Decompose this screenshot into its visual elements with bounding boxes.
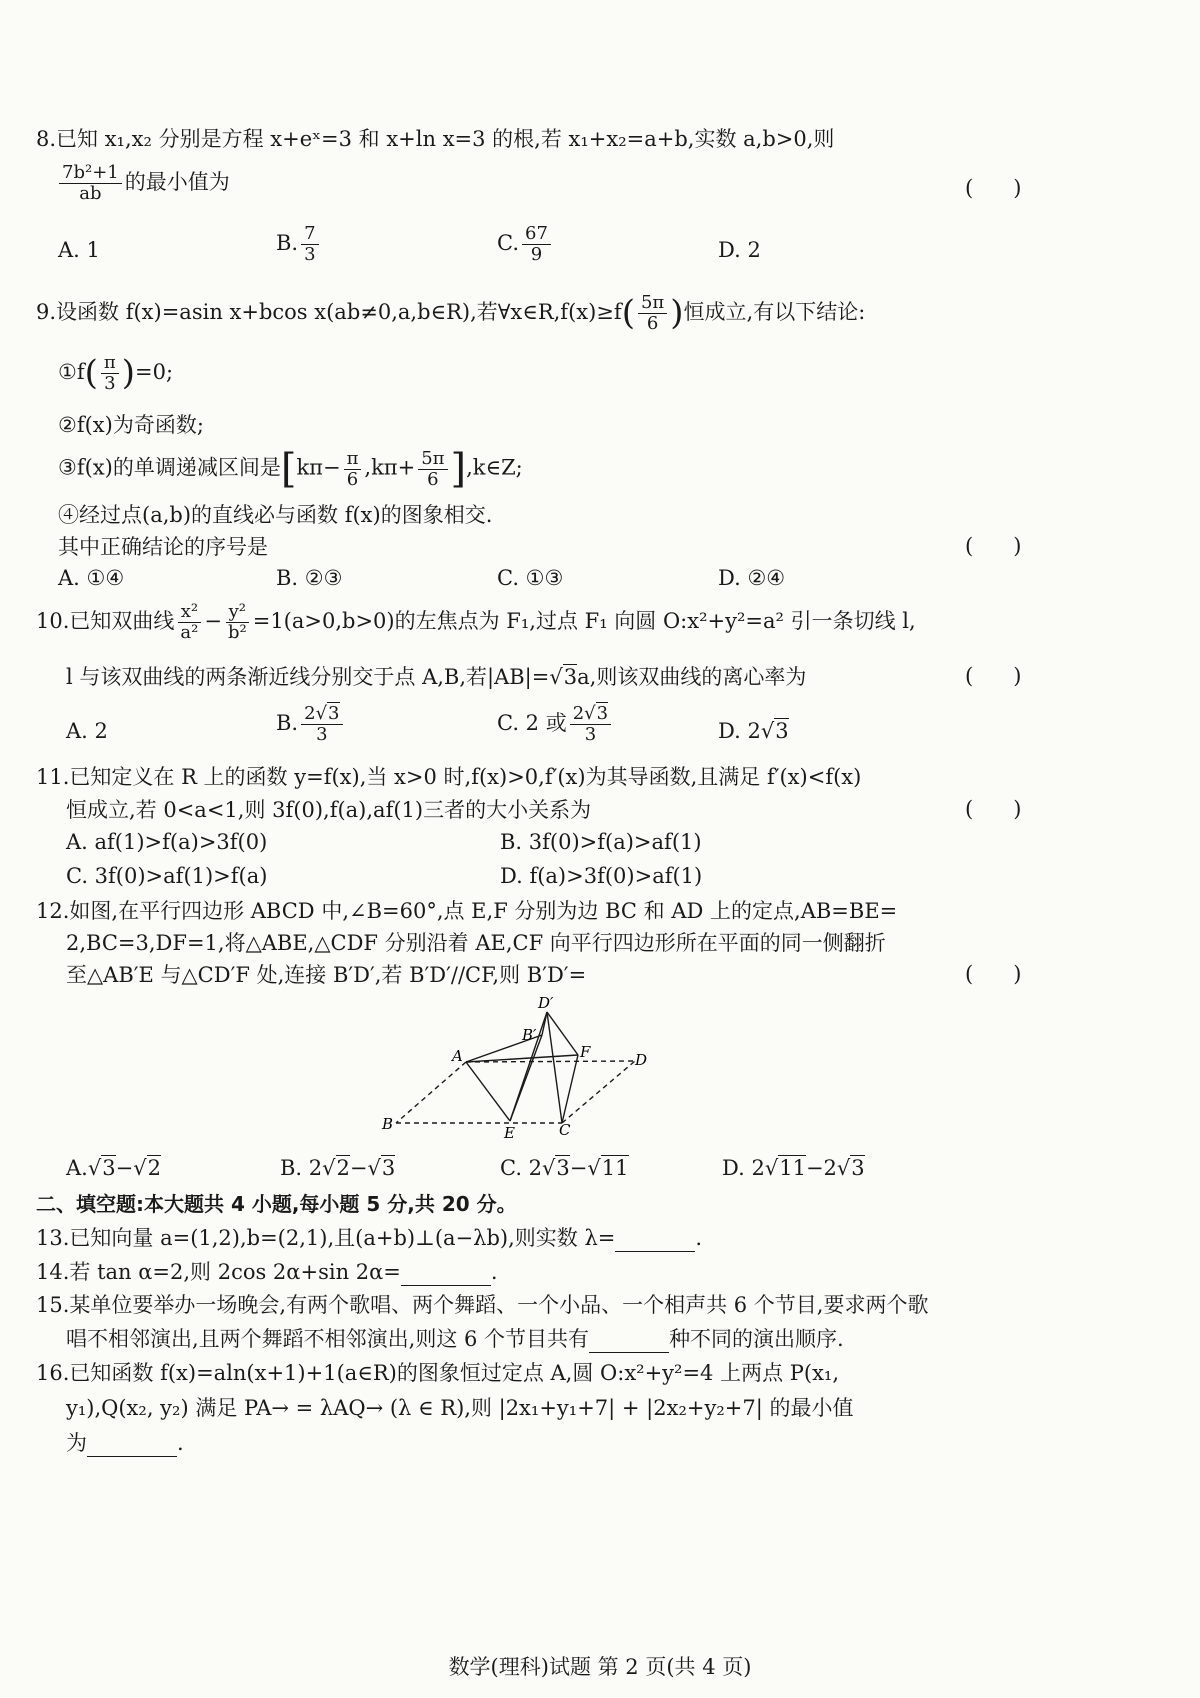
label-A: A [452, 1047, 463, 1065]
q12-option-d: D. 2√11−2√3 [722, 1156, 865, 1180]
q16-stem: 16.已知函数 f(x)=aln(x+1)+1(a∈R)的图象恒过定点 A,圆 O:x²+y²=4 上两点 P(x₁, [36, 1361, 840, 1385]
q10-option-c: C. 2 或 $\frac{2√3}{3}$ [497, 704, 614, 745]
label-F: F [580, 1043, 591, 1061]
q9-item-1: ①f( $\frac{\pi}{3}$ )=0; [58, 351, 174, 394]
q12-stem-3: 至△AB′E 与△CD′F 处,连接 B′D′,若 B′D′//CF,则 B′D′= [66, 963, 587, 987]
edge-FC [562, 1055, 578, 1123]
q9-stem: 9.设函数 f(x)=asin x+bcos x(ab≠0,a,b∈R),若∀x∈R,f(x)≥f( $\frac{5\pi}{6}$ )恒成立,有以下结论: [36, 291, 866, 334]
q9-item-4: ④经过点(a,b)的直线必与函数 f(x)的图象相交. [58, 503, 493, 527]
q11-stem-2: 恒成立,若 0<a<1,则 3f(0),f(a),af(1)三者的大小关系为 [66, 798, 592, 822]
q9-option-c: C. ①③ [497, 566, 564, 590]
edge-AD [466, 1061, 635, 1062]
section-2-heading: 二、填空题:本大题共 4 小题,每小题 5 分,共 20 分。 [36, 1192, 517, 1216]
q16-blank [87, 1430, 177, 1457]
q16-stem-2: y₁),Q(x₂, y₂) 满足 PA→ = λAQ→ (λ ∈ R),则 |2x₁+y₁+7| + |2x₂+y₂+7| 的最小值 [66, 1396, 854, 1420]
q10-option-d: D. 2√3 [718, 719, 789, 743]
q10-stem-2: l 与该双曲线的两条渐近线分别交于点 A,B,若|AB|=√3a,则该双曲线的离心率为 [66, 665, 807, 689]
q8-option-d: D. 2 [718, 238, 761, 262]
q13-blank [615, 1225, 695, 1252]
q16-stem-3: 为 . [66, 1430, 184, 1457]
q12-option-c: C. 2√3−√11 [500, 1156, 629, 1180]
q12-answer-bracket: ( ) [965, 962, 1022, 986]
q9-option-b: B. ②③ [276, 566, 343, 590]
q12-stem: 12.如图,在平行四边形 ABCD 中,∠B=60°,点 E,F 分别为边 BC 和 AD 上的定点,AB=BE= [36, 899, 898, 923]
q11-stem: 11.已知定义在 R 上的函数 y=f(x),当 x>0 时,f(x)>0,f′(x)为其导函数,且满足 f′(x)<f(x) [36, 765, 862, 789]
q9-item-2: ②f(x)为奇函数; [58, 413, 204, 437]
label-D1: D′ [538, 995, 554, 1012]
label-D: D [635, 1051, 648, 1069]
q8-option-b: B. $\frac{7}{3}$ [276, 224, 322, 265]
q8-stem-2: $\frac{\text{7b²+1}}{ab}$ 的最小值为 [56, 163, 230, 204]
q8-option-c: C. $\frac{67}{9}$ [497, 224, 554, 265]
q10-stem: 10.已知双曲线 $\frac{\text{x²}}{\text{a²}}$ − $\frac{\text{y²}}{\text{b²}}$ =1(a>0,b>0)的左焦点为 F₁,过点 F₁ 向圆 O:x²+y²=a² 引一条切线 l, [36, 601, 916, 643]
label-B: B [382, 1115, 394, 1133]
edge-AE [466, 1062, 510, 1121]
q15-stem: 15.某单位要举办一场晚会,有两个歌唱、两个舞蹈、一个小品、一个相声共 6 个节目,要求两个歌 [36, 1293, 929, 1317]
q9-option-d: D. ②④ [718, 566, 786, 590]
q9-ask: 其中正确结论的序号是 [58, 535, 268, 559]
q11-option-b: B. 3f(0)>f(a)>af(1) [500, 830, 702, 854]
edge-AB [396, 1062, 466, 1123]
q8-option-a: A. 1 [58, 238, 100, 262]
q9-item-3: ③f(x)的单调递减区间是[kπ− $\frac{\pi}{6}$ ,kπ+ $\frac{5\pi}{6}$ ],k∈Z; [58, 446, 523, 492]
q10-answer-bracket: ( ) [965, 664, 1022, 688]
q14-blank [401, 1259, 491, 1286]
q8-stem: 8.已知 x₁,x₂ 分别是方程 x+eˣ=3 和 x+ln x=3 的根,若 x₁+x₂=a+b,实数 a,b>0,则 [36, 127, 835, 151]
q10-option-a: A. 2 [66, 719, 108, 743]
q9-option-a: A. ①④ [58, 566, 125, 590]
q12-option-b: B. 2√2−√3 [280, 1156, 396, 1180]
q10-option-b: B. $\frac{2√3}{3}$ [276, 704, 346, 745]
edge-CD [562, 1061, 635, 1123]
label-E: E [504, 1124, 515, 1142]
q9-answer-bracket: ( ) [965, 534, 1022, 558]
q11-option-a: A. af(1)>f(a)>3f(0) [66, 830, 268, 854]
q12-stem-2: 2,BC=3,DF=1,将△ABE,△CDF 分别沿着 AE,CF 向平行四边形所在平面的同一侧翻折 [66, 931, 886, 955]
q8-answer-bracket: ( ) [965, 176, 1022, 200]
q11-answer-bracket: ( ) [965, 797, 1022, 821]
q12-option-a: A.√3−√2 [66, 1156, 161, 1180]
q15-stem-2: 唱不相邻演出,且两个舞蹈不相邻演出,则这 6 个节目共有 种不同的演出顺序. [66, 1326, 844, 1353]
label-C: C [559, 1121, 571, 1139]
label-B1: B′ [522, 1026, 537, 1044]
q11-option-c: C. 3f(0)>af(1)>f(a) [66, 864, 268, 888]
page-footer: 数学(理科)试题 第 2 页(共 4 页) [448, 1655, 752, 1679]
q13: 13.已知向量 a=(1,2),b=(2,1),且(a+b)⊥(a−λb),则实数 λ= . [36, 1225, 702, 1252]
q14: 14.若 tan α=2,则 2cos 2α+sin 2α= . [36, 1259, 498, 1286]
q11-option-d: D. f(a)>3f(0)>af(1) [500, 864, 703, 888]
q12-figure [370, 995, 670, 1145]
q8-fraction: $\frac{\text{7b²+1}}{ab}$ [59, 163, 122, 204]
q15-blank [589, 1326, 669, 1353]
